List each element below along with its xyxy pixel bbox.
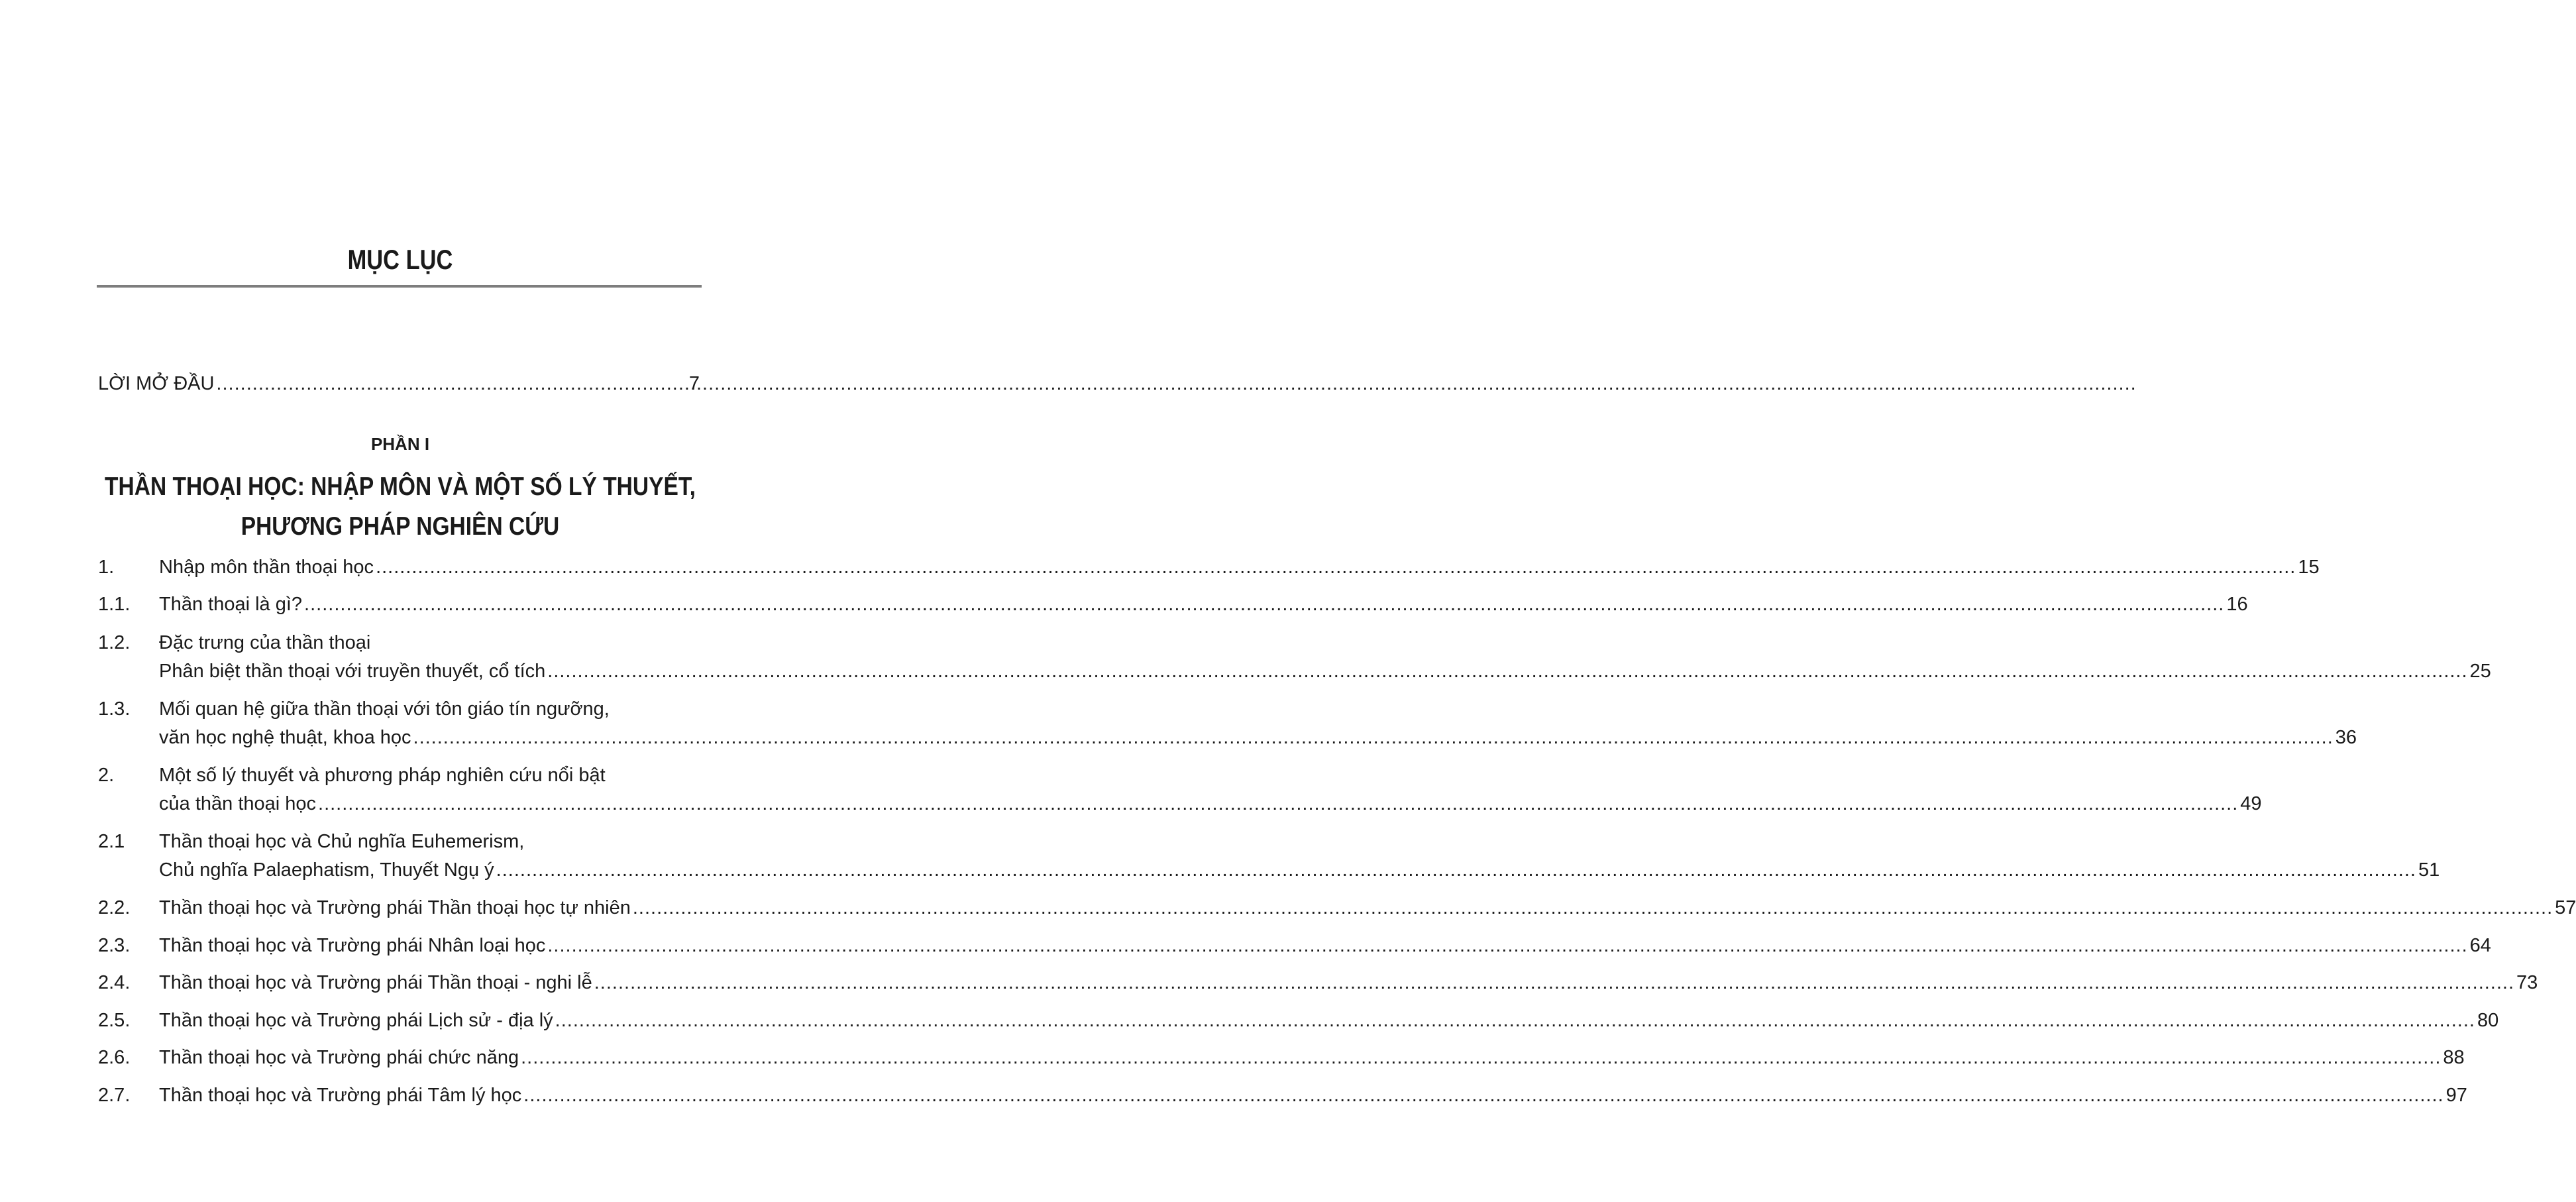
- page-title: MỤC LỤC: [347, 244, 453, 275]
- dot-leader: [633, 894, 2553, 922]
- toc-entry-number: 1.1.: [98, 594, 131, 615]
- toc-entry-page: 64: [2469, 935, 2491, 956]
- dot-leader: [547, 657, 2467, 686]
- toc-entry-title: Thần thoại học và Trường phái Tâm lý học: [159, 1085, 522, 1106]
- toc-entry-title: Thần thoại học và Trường phái Thần thoại học tự nhiên: [159, 897, 631, 918]
- toc-entry-page: 73: [2516, 972, 2538, 993]
- toc-entry-number: 2.3.: [98, 935, 131, 956]
- toc-entry-number: 2.2.: [98, 897, 131, 918]
- toc-entry-title-line-1: Đặc trưng của thần thoại: [159, 632, 371, 653]
- toc-entry-page: 15: [2298, 557, 2320, 578]
- toc-entry-number: 1.: [98, 557, 115, 578]
- toc-entry-page: 80: [2477, 1010, 2499, 1031]
- toc-entry[interactable]: [98, 1044, 2465, 1072]
- toc-entry[interactable]: [98, 894, 2576, 922]
- part-title-line-1: THẦN THOẠI HỌC: NHẬP MÔN VÀ MỘT SỐ LÝ THUYẾT,: [105, 472, 696, 501]
- toc-entry-title: Phân biệt thần thoại với truyền thuyết, cổ tích: [159, 661, 546, 682]
- dot-leader: [523, 1081, 2443, 1110]
- toc-entry[interactable]: [98, 553, 2320, 582]
- toc-entry[interactable]: [98, 1081, 2467, 1110]
- dot-leader: [376, 553, 2296, 582]
- toc-entry-title: Thần thoại học và Trường phái Nhân loại học: [159, 935, 546, 956]
- toc-entry-page: 7: [688, 373, 700, 394]
- dot-leader: [555, 1007, 2475, 1035]
- toc-entry-number: 2.6.: [98, 1047, 131, 1068]
- toc-entry[interactable]: [98, 932, 2491, 960]
- toc-entry-page: 16: [2226, 594, 2248, 615]
- toc-entry[interactable]: [98, 590, 2248, 619]
- toc-entry-page: 88: [2443, 1047, 2465, 1068]
- toc-entry-title: văn học nghệ thuật, khoa học: [159, 727, 411, 748]
- dot-leader: [216, 370, 686, 398]
- dot-leader: [521, 1044, 2441, 1072]
- toc-entry[interactable]: [98, 761, 2262, 818]
- dot-leader: [413, 724, 2334, 752]
- toc-entry-title-line-1: Thần thoại học và Chủ nghĩa Euhemerism,: [159, 831, 525, 852]
- toc-entry-number: 2.: [98, 765, 115, 786]
- part-label: PHẦN I: [370, 434, 430, 454]
- toc-entry-number: 2.5.: [98, 1010, 131, 1031]
- dot-leader: [594, 969, 2514, 997]
- toc-entry-title: Chủ nghĩa Palaephatism, Thuyết Ngụ ý: [159, 859, 494, 881]
- toc-entry[interactable]: [98, 629, 2491, 686]
- toc-entry-title-line-1: Mối quan hệ giữa thần thoại với tôn giáo tín ngưỡng,: [159, 698, 610, 720]
- toc-entry-page: 36: [2335, 727, 2357, 748]
- toc-entry[interactable]: [98, 695, 2357, 752]
- toc-entry-title: Thần thoại học và Trường phái Thần thoại - nghi lễ: [159, 972, 592, 993]
- toc-entry-number: 1.2.: [98, 632, 131, 653]
- toc-entry-title: của thần thoại học: [159, 793, 317, 814]
- part-title: [56, 467, 745, 547]
- dot-leader: [547, 932, 2467, 960]
- dot-leader: [318, 790, 2238, 818]
- toc-entry[interactable]: [98, 969, 2538, 997]
- part-title-line-2: PHƯƠNG PHÁP NGHIÊN CỨU: [241, 512, 560, 541]
- toc-entry-number: 2.7.: [98, 1085, 131, 1106]
- toc-entry-page: 97: [2445, 1085, 2467, 1106]
- toc-entry-title: Thần thoại học và Trường phái Lịch sử - địa lý: [159, 1010, 553, 1031]
- dot-leader: [496, 856, 2416, 885]
- toc-entry-title: Thần thoại học và Trường phái chức năng: [159, 1047, 519, 1068]
- toc-entry-title: Thần thoại là gì?: [159, 594, 303, 615]
- dot-leader: [304, 590, 2224, 619]
- toc-entry[interactable]: [98, 1007, 2499, 1035]
- toc-entry-title: LỜI MỞ ĐẦU: [98, 373, 215, 394]
- title-underline: [97, 285, 702, 288]
- toc-entry-page: 51: [2418, 859, 2440, 881]
- toc-entry-number: 2.1: [98, 831, 125, 852]
- toc-entry-intro[interactable]: [98, 370, 700, 398]
- toc-entry-title-line-1: Một số lý thuyết và phương pháp nghiên cứu nổi bật: [159, 765, 606, 786]
- toc-entry-number: 2.4.: [98, 972, 131, 993]
- toc-entry[interactable]: [98, 828, 2440, 885]
- toc-entry-page: 25: [2469, 661, 2491, 682]
- toc-entry-page: 57: [2555, 897, 2576, 918]
- toc-entry-number: 1.3.: [98, 698, 131, 720]
- toc-entry-page: 49: [2240, 793, 2262, 814]
- toc-entry-title: Nhập môn thần thoại học: [159, 557, 374, 578]
